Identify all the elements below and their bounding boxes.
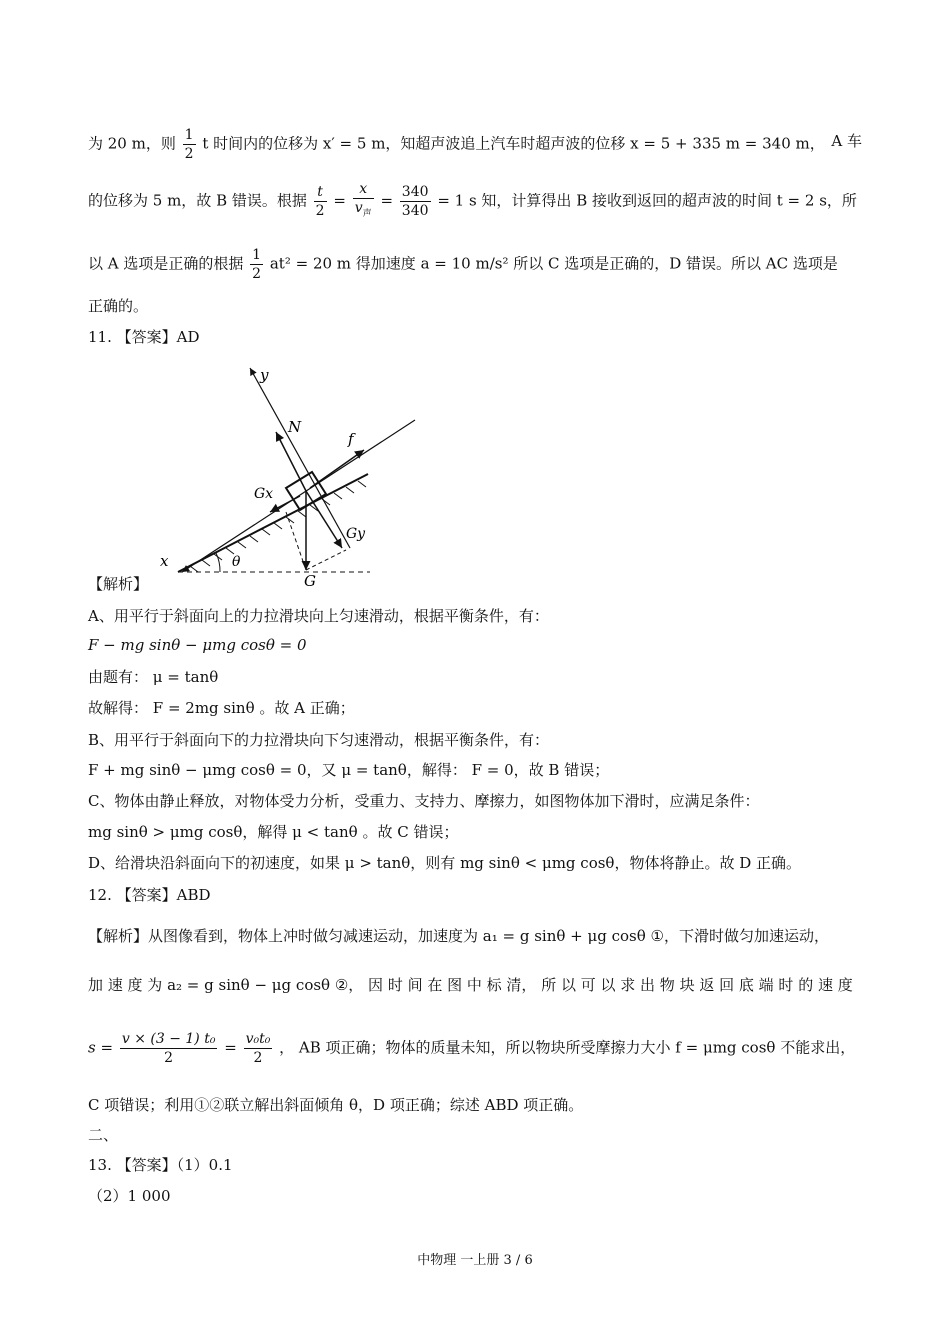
text-line: 正确的。 (88, 297, 149, 315)
text-line: 故解得： F = 2mg sinθ 。故 A 正确； (88, 699, 355, 717)
fraction-numerator: v₀t₀ (245, 1031, 271, 1047)
fraction (250, 246, 263, 283)
fraction-numerator: 340 (401, 183, 429, 200)
label-theta: θ (232, 554, 241, 570)
label-g: G (304, 572, 316, 590)
text-line: D、给滑块沿斜面向下的初速度，如果 μ > tanθ，则有 mg sinθ < μmg cosθ，物体将静止。故 D 正确。 (88, 854, 802, 872)
text-segment: s = (88, 1038, 114, 1057)
fraction-numerator: v × (3 − 1) t₀ (121, 1031, 216, 1047)
label-gy: Gy (346, 526, 366, 542)
text-segment: t 时间内的位移为 x′ = 5 m，知超声波追上汽车时超声波的位移 x = 5 + 335 m = 340 m， (202, 134, 825, 153)
y-axis-arrow (250, 368, 350, 548)
text-line (88, 126, 825, 163)
fraction-denominator: 2 (184, 146, 194, 162)
text-segment: at² = 20 m 得加速度 a = 10 m/s² 所以 C 选项是正确的，D 错误。所以 AC 选项是 (269, 254, 838, 273)
answer-line: （2）1 000 (88, 1187, 171, 1205)
text-line: C 项错误；利用①②联立解出斜面倾角 θ，D 项正确；综述 ABD 项正确。 (88, 1096, 584, 1114)
force-diagram (150, 360, 440, 590)
fraction-denominator: 2 (164, 1050, 174, 1066)
fraction-denominator: 2 (252, 266, 262, 282)
friction-arrow (310, 450, 364, 488)
fraction (120, 1030, 218, 1067)
text-line: mg sinθ > μmg cosθ，解得 μ < tanθ 。故 C 错误； (88, 823, 459, 841)
text-line: F + mg sinθ − μmg cosθ = 0，又 μ = tanθ，解得： F = 0，故 B 错误； (88, 761, 610, 779)
incline-hatching (190, 481, 366, 572)
equation-line: F − mg sinθ − μmg cosθ = 0 (88, 636, 307, 654)
fraction-numerator: x (353, 180, 374, 199)
fraction (400, 183, 431, 220)
text-line: 加 速 度 为 a₂ = g sinθ − μg cosθ ②， 因 时 间 在 图 中 标 清， 所 以 可 以 求 出 物 块 返 回 底 端 时 的 速 度 (88, 976, 853, 994)
velocity-symbol: v (354, 200, 363, 216)
label-f: f (348, 430, 354, 448)
fraction-denominator: 2 (315, 202, 325, 219)
text-line: A、用平行于斜面向上的力拉滑块向上匀速滑动，根据平衡条件，有： (88, 607, 549, 625)
page-footer: 中物理 一上册 3 / 6 (417, 1253, 533, 1268)
construction-line (286, 512, 306, 570)
label-n: N (288, 418, 302, 436)
fraction (314, 183, 327, 220)
section-heading: 二、 (88, 1126, 119, 1144)
answer-heading: 11. 【答案】AD (88, 328, 200, 346)
fraction-denominator: 2 (253, 1050, 263, 1066)
text-line: 【解析】从图像看到，物体上冲时做匀减速运动，加速度为 a₁ = g sinθ + μg cosθ ①，下滑时做匀加速运动， (88, 927, 829, 945)
fraction-denominator (353, 199, 374, 223)
fraction (183, 126, 196, 163)
construction-line (306, 550, 346, 570)
label-x: x (160, 552, 169, 570)
text-segment: 以 A 选项是正确的根据 (88, 254, 244, 273)
label-gx: Gx (254, 486, 274, 502)
label-y: y (260, 366, 269, 384)
text-line (88, 246, 838, 283)
equals-sign: = (224, 1038, 237, 1057)
gy-arrow (306, 491, 342, 548)
analysis-heading: 【解析】 (88, 575, 149, 593)
text-line: B、用平行于斜面向下的力拉滑块向下匀速滑动，根据平衡条件，有： (88, 731, 550, 749)
fraction-numerator: 1 (184, 127, 194, 143)
fraction (244, 1030, 273, 1067)
text-segment: = 1 s 知，计算得出 B 接收到返回的超声波的时间 t = 2 s，所 (437, 191, 857, 210)
text-line (88, 1030, 855, 1067)
equals-sign: = (380, 191, 394, 210)
subscript: 声 (362, 208, 372, 219)
text-line (88, 180, 857, 223)
text-segment: 的位移为 5 m，故 B 错误。根据 (88, 191, 307, 210)
fraction-numerator: 1 (252, 247, 262, 263)
equals-sign: = (333, 191, 346, 210)
text-segment: ， AB 项正确；物体的质量未知，所以物块所受摩擦力大小 f = μmg cosθ 不能求出， (279, 1038, 856, 1057)
text-line: 由题有： μ = tanθ (88, 668, 219, 686)
fraction-numerator: t (314, 183, 327, 202)
text-line: C、物体由静止释放，对物体受力分析，受重力、支持力、摩擦力，如图物体加下滑时，应满足条件： (88, 792, 760, 810)
answer-heading: 12. 【答案】ABD (88, 886, 211, 904)
fraction-denominator: 340 (401, 202, 429, 219)
text-segment: 为 20 m，则 (88, 134, 176, 153)
fraction (353, 180, 374, 223)
text-segment-right: A 车 (831, 132, 862, 150)
answer-heading: 13. 【答案】（1）0.1 (88, 1156, 233, 1174)
